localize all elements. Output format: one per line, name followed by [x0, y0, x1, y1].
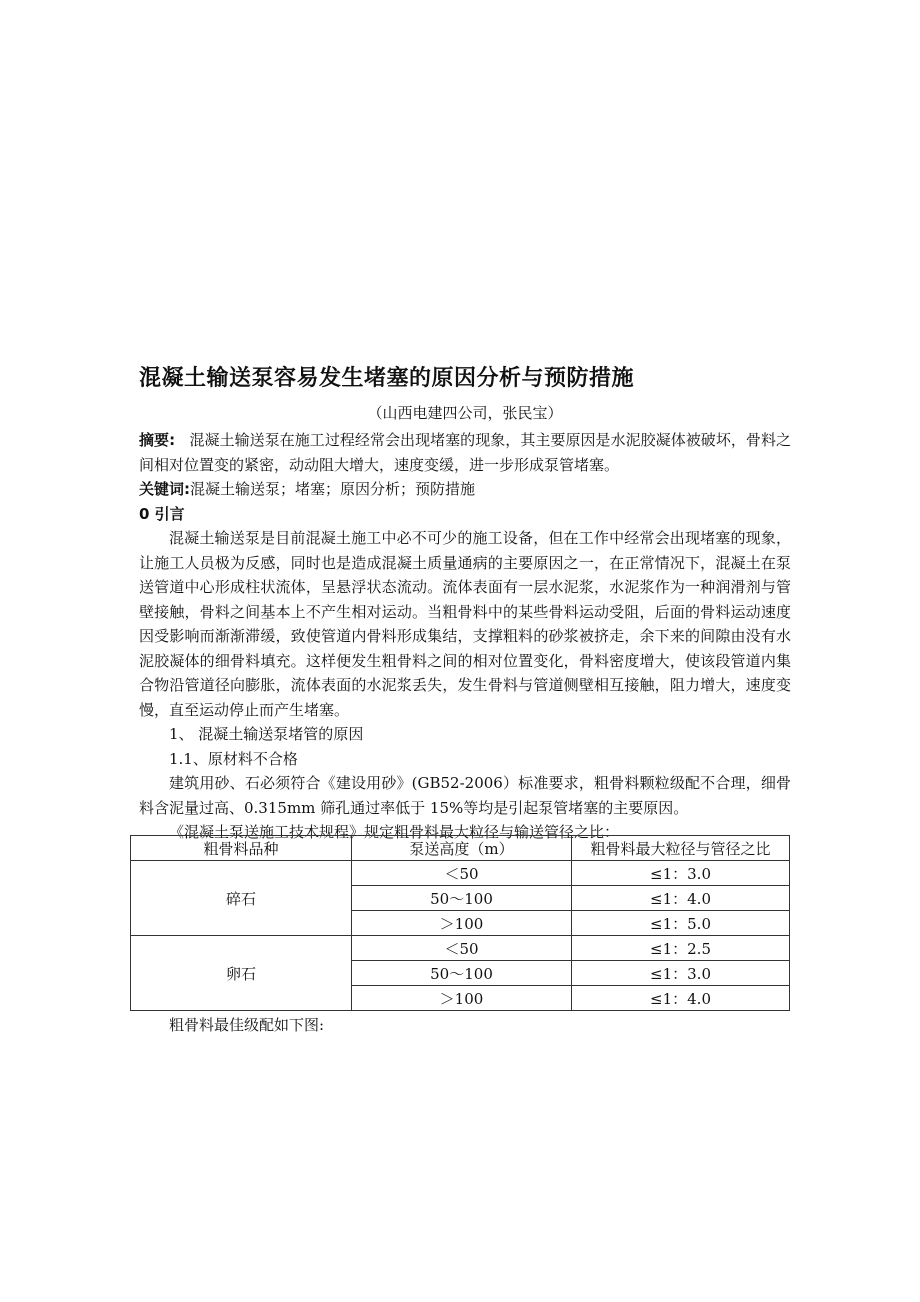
aggregate-type-cell: 卵石	[131, 936, 352, 1011]
table-row	[131, 861, 790, 886]
keywords	[139, 477, 791, 502]
table-header-row	[131, 836, 790, 861]
table-cell: ＞100	[352, 911, 572, 936]
sand-paragraph: 建筑用砂、石必须符合《建设用砂》(GB52-2006）标准要求，粗骨料颗粒级配不合理，细骨料含泥量过高、0.315mm 筛孔通过率低于 15%等均是引起泵管堵塞的主要原因。	[139, 774, 791, 817]
table-cell: ＞100	[352, 986, 572, 1011]
table-header-cell: 粗骨料品种	[131, 836, 352, 861]
document-body	[139, 428, 791, 845]
keywords-text: 混凝土输送泵；堵塞；原因分析；预防措施	[190, 480, 476, 498]
table-header-cell: 泵送高度（m）	[352, 836, 572, 861]
after-table-text: 粗骨料最佳级配如下图:	[169, 1016, 325, 1034]
table-cell: ≤1：4.0	[572, 986, 790, 1011]
author-line: （山西电建四公司，张民宝）	[367, 404, 563, 422]
table-cell: ≤1：2.5	[572, 936, 790, 961]
aggregate-ratio-table	[130, 835, 790, 1011]
table-caption: 《混凝土泵送施工技术规程》规定粗骨料最大粒径与输送管径之比：	[169, 823, 620, 841]
keywords-label: 关键词:	[139, 480, 190, 498]
abstract	[139, 428, 791, 477]
table-cell: ≤1：3.0	[572, 861, 790, 886]
table-cell: 50～100	[352, 961, 572, 986]
intro-heading: 0 引言	[139, 504, 185, 523]
table-cell: 50～100	[352, 886, 572, 911]
abstract-text: 混凝土输送泵在施工过程经常会出现堵塞的现象，其主要原因是水泥胶凝体被破坏，骨料之间相对位置变的紧密，动动阻大增大，速度变缓，进一步形成泵管堵塞。	[139, 431, 791, 474]
section-1-heading: 1、 混凝土输送泵堵管的原因	[169, 725, 364, 743]
section-1-1-heading: 1.1、原材料不合格	[169, 749, 298, 768]
table-header-cell: 粗骨料最大粒径与管径之比	[572, 836, 790, 861]
table-cell: ≤1：5.0	[572, 911, 790, 936]
table-cell: ＜50	[352, 936, 572, 961]
aggregate-type-cell: 碎石	[131, 861, 352, 936]
table-row	[131, 936, 790, 961]
table-cell: ＜50	[352, 861, 572, 886]
document-title: 混凝土输送泵容易发生堵塞的原因分析与预防措施	[139, 366, 635, 391]
table-cell: ≤1：3.0	[572, 961, 790, 986]
table-cell: ≤1：4.0	[572, 886, 790, 911]
abstract-label: 摘要:	[139, 431, 176, 449]
intro-paragraph: 混凝土输送泵是目前混凝土施工中必不可少的施工设备，但在工作中经常会出现堵塞的现象，让施工人员极为反感，同时也是造成混凝土质量通病的主要原因之一，在正常情况下，混凝土在泵送管道中心形成柱状流体，呈悬浮状态流动。流体表面有一层水泥浆，水泥浆作为一种润滑剂与管壁接触，骨料之间基本上不产生相对运动。当粗骨料中的某些骨料运动受阻，后面的骨料运动速度因受影响而渐渐滞缓，致使管道内骨料形成集结，支撑粗料的砂浆被挤走，余下来的间隙由没有水泥胶凝体的细骨料填充。这样便发生粗骨料之间的相对位置变化，骨料密度增大，使该段管道内集合物沿管道径向膨胀，流体表面的水泥浆丢失，发生骨料与管道侧壁相互接触，阻力增大，速度变慢，直至运动停止而产生堵塞。	[139, 529, 791, 719]
